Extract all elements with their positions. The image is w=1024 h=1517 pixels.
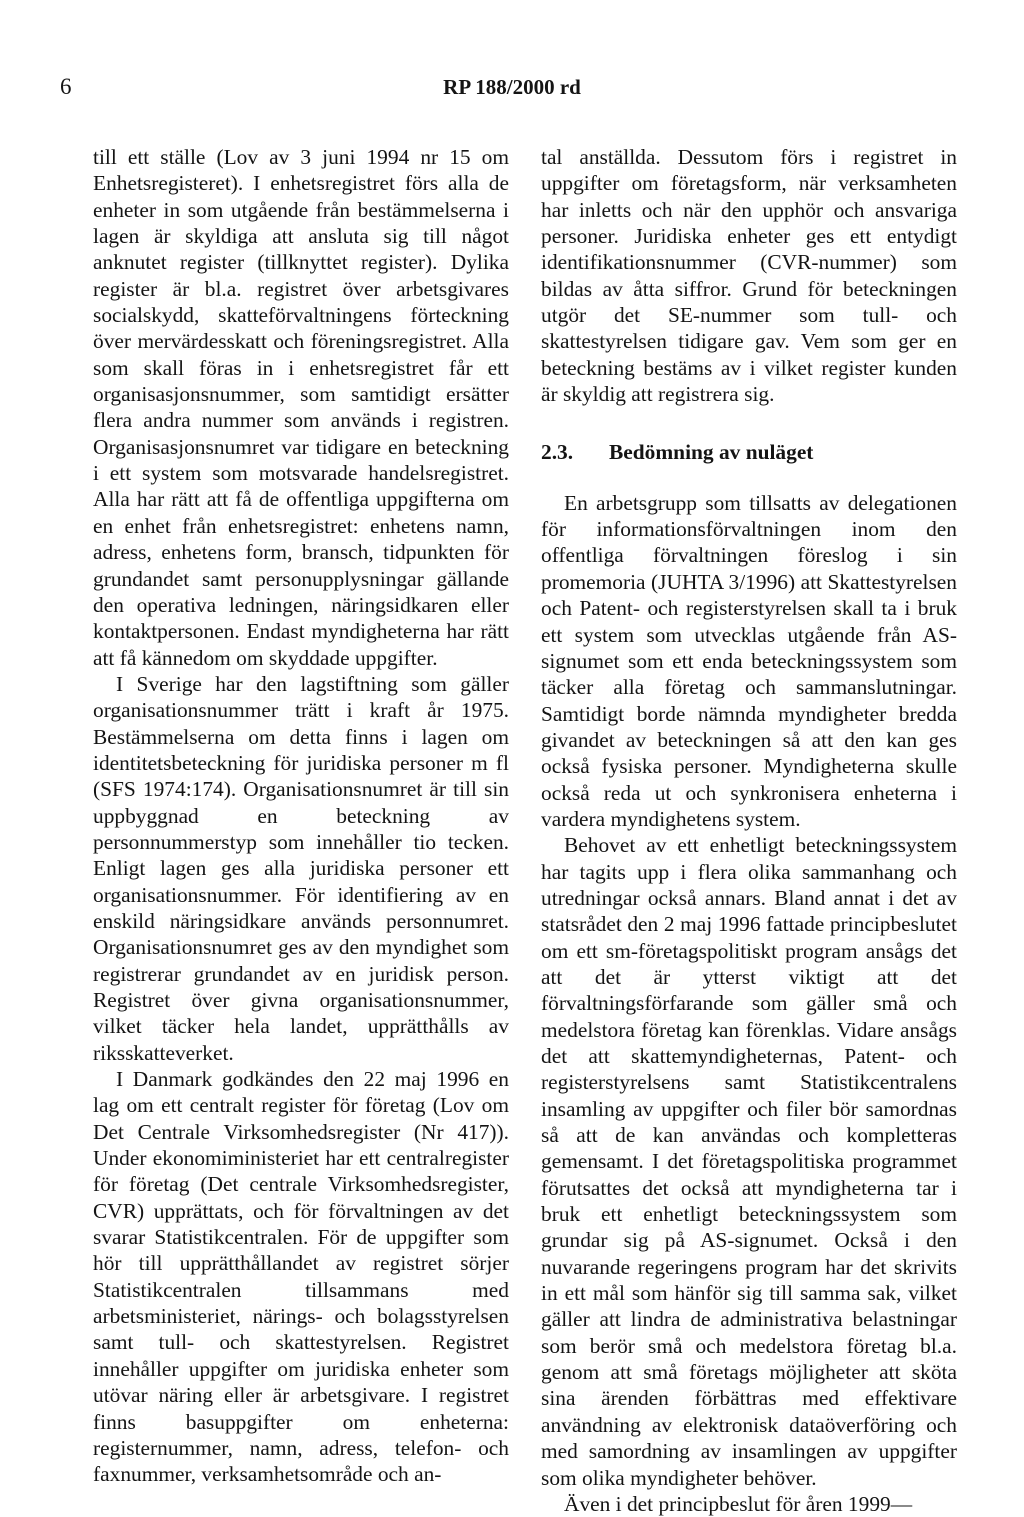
paragraph-behovet: Behovet av ett enhetligt beteckningssystem har tagits upp i flera olika sammanhang och utredningar också annars. Bland annat i det av statsrådet den 2 maj 1996 fattade principbeslutet om ett sm-företagspolitiskt program ansågs det att det är ytterst viktigt att det förvaltningsförfarande som gäller små och medelstora företag kan förenklas. Vidare ansågs det att skattemyndigheternas, Patent- och registerstyrelsens samt Statistikcentralens insamling av uppgifter och filer bör samordnas så att de kan användas och kompletteras gemensamt. I det företagspolitiska programmet förutsattes det också att myndigheterna tar i bruk ett enhetligt beteckningssystem som grundar sig på AS-signumet. Också i den nuvarande regeringens program har det skrivits in ett mål som hänför sig till samma sak, vilket gäller att lindra de administrativa belastningar som berör små och medelstora företag bl.a. genom att små företags möjligheter att sköta sina ärenden förbättras med effektivare användning av elektronisk dataöverföring och med samordning av insamlingen av uppgifter som olika myndigheter behöver.: [541, 833, 957, 1490]
left-column: [93, 144, 509, 1488]
paragraph-enhetsregistret: till ett ställe (Lov av 3 juni 1994 nr 15 om Enhetsregisteret). I enhetsregistret förs alla de enheter in som utgående från bestämmelserna i lagen är skyldiga att ansluta sig till något anknutet register (tillknyttet register). Dylika register är bl.a. registret över arbetsgivares socialskydd, skatteförvaltningens förteckning över mervärdesskatt och föreningsregistret. Alla som skall föras in i enhetsregistret får ett organisasjonsnummer, som samtidigt ersätter flera andra nummer som används i registren. Organisasjonsnumret var tidigare en beteckning i ett system som motsvarade handelsregistret. Alla har rätt att få de offentliga uppgifterna om en enhet från enhetsregistret: enhetens namn, adress, enhetens form, bransch, tidpunkten för grundandet samt personupplysningar gällande den operativa ledningen, näringsidkaren eller kontaktpersonen. Endast myndigheterna har rätt att få kännedom om skyddade uppgifter.: [93, 145, 509, 670]
section-number: 2.3.: [541, 440, 574, 465]
paragraph-principbeslut: Även i det principbeslut för åren 1999—: [564, 1491, 913, 1516]
right-column: [541, 144, 957, 1517]
paragraph-danmark: I Danmark godkändes den 22 maj 1996 en lag om ett centralt register för företag (Lov om Det Centrale Virksomhedsregister (Nr 417)). Under ekonomiministeriet har ett centralregister för företag (Det centrale Virksomhedsregister, CVR) upprättats, och för förvaltningen av det svarar Statistikcentralen. För de uppgifter som hör till upprätthållandet av registret sörjer Statistikcentralen tillsammans med arbetsministeriet, närings- och bolagsstyrelsen samt tull- och skattestyrelsen. Registret innehåller uppgifter om juridiska enheter som utövar näring eller är arbetsgivare. I registret finns basuppgifter om enheterna: registernummer, namn, adress, telefon- och faxnummer, verksamhetsområde och an-: [93, 1067, 509, 1487]
section-title: Bedömning av nuläget: [609, 440, 814, 465]
section-heading: [541, 439, 957, 465]
paragraph-arbetsgrupp: En arbetsgrupp som tillsatts av delegationen för informationsförvaltningen inom den offentliga förvaltningen föreslog i sin promemoria (JUHTA 3/1996) att Skattestyrelsen och Patent- och registerstyrelsen skall ta i bruk ett system som utvecklas utgående från AS-signumet som ett enda beteckningssystem som täcker alla företag och sammanslutningar. Samtidigt borde nämnda myndigheter bredda givandet av beteckningen så att den kan ges också fysiska personer. Myndigheterna skulle också reda ut och synkronisera enheterna i vardera myndighetens system.: [541, 490, 957, 831]
running-head: RP 188/2000 rd: [443, 75, 581, 99]
paragraph-sverige: I Sverige har den lagstiftning som gäller organisationsnummer trätt i kraft år 1975. Bestämmelserna om detta finns i lagen om identitetsbeteckning för juridiska personer m fl (SFS 1974:174). Organisationsnumret är till sin uppbyggnad en beteckning av personnummerstyp som innehåller tio tecken. Enligt lagen ges alla juridiska personer ett organisationsnummer. För identifiering av en enskild näringsidkare används personnumret. Organisationsnumret ges av den myndighet som registrerar grundandet av en juridisk person. Registret över givna organisationsnummer, vilket täcker hela landet, upprätthålls av riksskatteverket.: [93, 671, 509, 1065]
paragraph-cvr-continued: tal anställda. Dessutom förs i registret in uppgifter om företagsform, när verksamheten har inletts och när den upphör och ansvariga personer. Juridiska enheter ges ett entydigt identifikationsnummer (CVR-nummer) som bildas av åtta siffror. Grund för beteckningen utgör det SE-nummer som tull- och skattestyrelsen tidigare gav. Vem som ger en beteckning bestäms av i vilket register kunden är skyldig att registrera sig.: [541, 145, 957, 407]
page-number: 6: [60, 74, 72, 99]
